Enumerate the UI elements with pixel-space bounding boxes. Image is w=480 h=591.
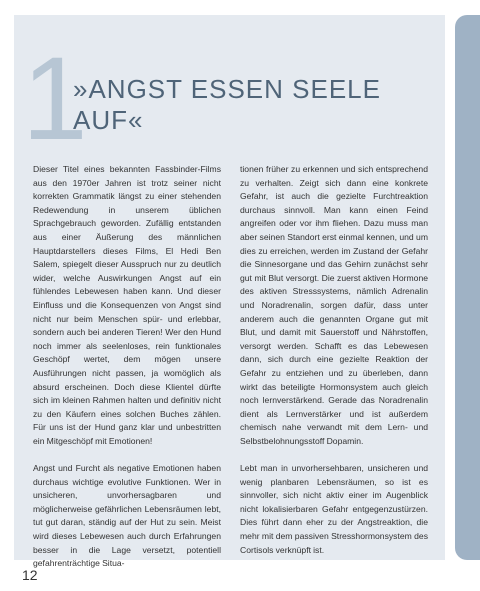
paragraph: Lebt man in unvorhersehbaren, unsicheren und wenig planbaren Lebensräumen, so ist es sinnvoller, sich nicht aktiv einer im Augenblick nicht lokalisierbaren Gefahr entgegenzustürzen. Dies führt dann eher zu der Angstreaktion, die mehr mit dem passiven Stresshormonsystem des Cortisols verknüpft ist. (240, 463, 428, 555)
text-column-left (33, 163, 221, 584)
paragraph: tionen früher zu erkennen und sich entsprechend zu verhalten. Zeigt sich dann eine konkrete Gefahr, ist auch die gezielte Furchtreaktion durchaus sinnvoll. Man kann einen Feind angreifen oder vor ihm fliehen. Dazu muss man aber seinen Standort erst einmal kennen, und um dies zu erreichen, werden im Zustand der Gefahr die Sinnesorgane und das Gehirn zunächst sehr gut mit Blut versorgt. Die zuerst aktiven Hormone des aktiven Stresssystems, nämlich Adrenalin und Noradrenalin, sorgen dafür, dass unter anderem auch die genannten Organe gut mit Blut, und damit mit Sauerstoff und Nährstoffen, versorgt werden. Schafft es das Lebewesen dann, sich durch eine gezielte Reaktion der Gefahr zu entziehen und zu überleben, dann wirkt das beteiligte Hormonsystem auch gleich noch lernverstärkend. Gerade das Noradrenalin dient als Lernverstärker und ist außerdem chemisch nahe verwandt mit dem Lern- und Selbstbelohnungsstoff Dopamin. (240, 164, 428, 446)
text-column-right (240, 163, 428, 571)
chapter-side-tab (455, 15, 480, 560)
chapter-title: »ANGST ESSEN SEELE AUF« (73, 74, 381, 135)
paragraph: Dieser Titel eines bekannten Fassbinder-Films aus den 1970er Jahren ist trotz seiner nicht korrekten Grammatik längst zu einer stehenden Redewendung in unserem üblichen Sprachgebrauch geworden. Zufällig entstanden aus einer Äußerung des männlichen Hauptdarstellers dieses Films, El Hedi Ben Salem, spiegelt dieser Ausspruch nur zu deutlich wider, welche Auswirkungen Angst auf ein fühlendes Lebewesen haben kann. Und dieser Einfluss und die Konsequenzen von Angst sind nicht nur beim Menschen spür- und erlebbar, sondern auch bei anderen Tieren! Wer den Hund noch immer als seelenloses, rein funktionales Geschöpf wertet, dem mögen unsere Ausführungen nicht passen, ja womöglich als absurd erscheinen. Doch diese Klientel dürfte sich im kleinen Rahmen halten und definitiv nicht zu den Käufern eines solchen Buches zählen. Für uns ist der Hund ganz klar und unbestritten ein Mitgeschöpf mit Emotionen! (33, 164, 221, 446)
paragraph: Angst und Furcht als negative Emotionen haben durchaus wichtige evolutive Funktionen. Wer in unsicheren, unvorhersagbaren und möglicherweise gefährlichen Lebensräumen lebt, tut gut daran, ständig auf der Hut zu sein. Meist wird dieses Lebewesen auch durch Erfahrungen besser in die Lage versetzt, potentiell gefahrenträchtige Situa- (33, 463, 221, 569)
chapter-number: 1 (22, 33, 88, 165)
page-number: 12 (22, 567, 38, 583)
